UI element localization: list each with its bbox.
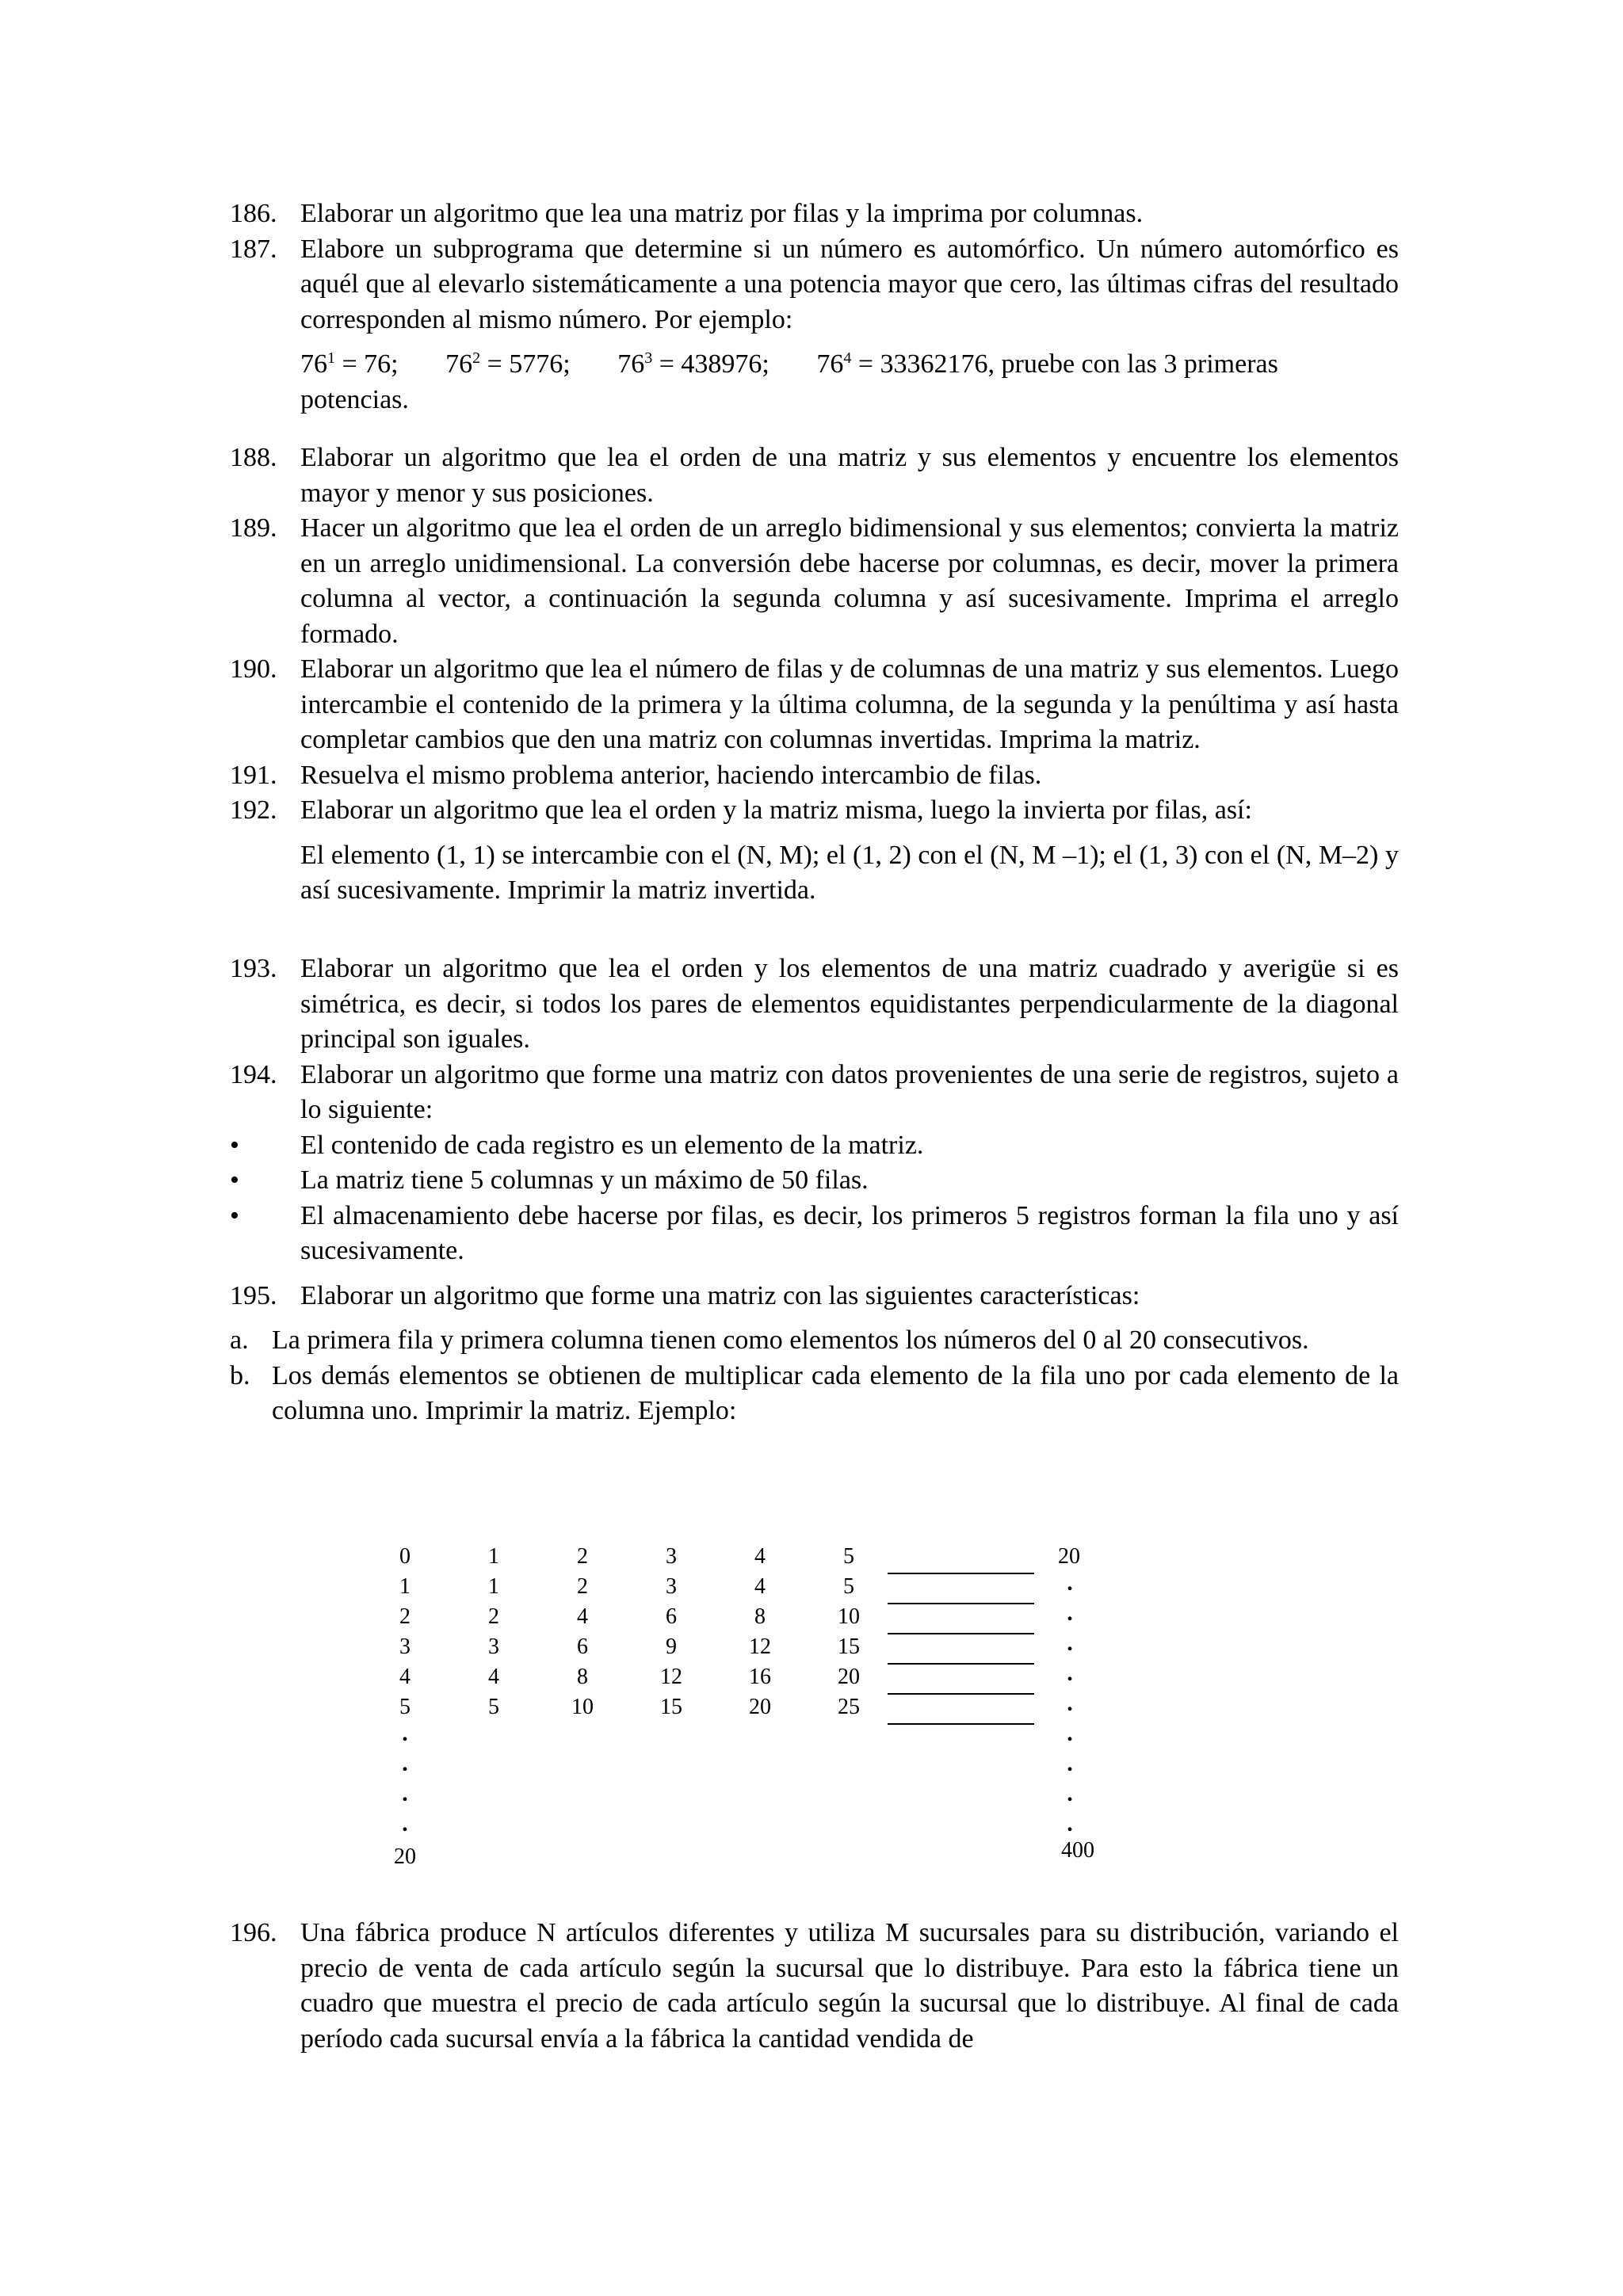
- matrix-cell: 3: [399, 1634, 411, 1659]
- matrix-blank-line: [888, 1603, 1034, 1604]
- power-2: $76^2 = 5776$;: [445, 349, 571, 379]
- bullet-text: El contenido de cada registro es un elemento de la matriz.: [300, 1130, 924, 1160]
- exercise-193: [230, 952, 1399, 1058]
- matrix-dot: .: [1067, 1780, 1073, 1806]
- bullet-mark: •: [230, 1200, 239, 1230]
- matrix-cell: 3: [666, 1544, 677, 1569]
- matrix-cell: 10: [838, 1604, 860, 1629]
- matrix-cell: 3: [666, 1574, 677, 1599]
- matrix-blank-line: [888, 1693, 1034, 1695]
- exercise-number: 192.: [230, 795, 277, 825]
- matrix-last-col-top: 20: [1058, 1544, 1080, 1569]
- exercise-block-top: [230, 196, 1399, 427]
- inversion-detail: El elemento (1, 1) se intercambie con el (N, M); el (1, 2) con el (N, M –1); el (1, 3) con el (N, M–2) y así sucesivamente. Imprimir la matriz invertida.: [300, 840, 1399, 905]
- matrix-cell: 2: [488, 1604, 499, 1629]
- matrix-dot: .: [1067, 1690, 1073, 1716]
- exercise-block-low: [230, 952, 1399, 1429]
- exercise-text: Hacer un algoritmo que lea el orden de un arreglo bidimensional y sus elementos; convierta la matriz en un arreglo unidimensional. La conversión debe hacerse por columnas, es decir, mover la primera columna al vector, a continuación la segunda columna y así sucesivamente. Imprima el arreglo formado.: [300, 513, 1399, 649]
- matrix-cell: 20: [838, 1665, 860, 1689]
- matrix-cell: 2: [577, 1544, 588, 1569]
- matrix-cell: 2: [577, 1574, 588, 1599]
- bullet-text: El almacenamiento debe hacerse por filas, es decir, los primeros 5 registros forman la fila uno y así sucesivamente.: [300, 1200, 1399, 1265]
- matrix-corner-value: 400: [1061, 1838, 1094, 1863]
- matrix-blank-line: [888, 1723, 1034, 1725]
- point-a: [230, 1323, 1399, 1359]
- exercise-block-mid: [230, 441, 1399, 918]
- exercise-number: 189.: [230, 513, 277, 543]
- exercise-number: 187.: [230, 234, 277, 264]
- exercise-192: [230, 793, 1399, 829]
- bullet-text: La matriz tiene 5 columnas y un máximo de 50 filas.: [300, 1165, 869, 1195]
- matrix-dot: .: [1067, 1600, 1073, 1626]
- exercise-number: 191.: [230, 760, 277, 790]
- exercise-196: [230, 1916, 1399, 2057]
- matrix-cell: 1: [488, 1574, 499, 1599]
- matrix-blank-line: [888, 1663, 1034, 1665]
- matrix-last-row-first: 20: [394, 1844, 416, 1869]
- exercise-text: Elaborar un algoritmo que lea el orden de una matriz y sus elementos y encuentre los elementos mayor y menor y sus posiciones.: [300, 443, 1399, 508]
- matrix-cell: 12: [749, 1634, 771, 1659]
- matrix-cell: 6: [577, 1634, 588, 1659]
- matrix-cell: 4: [754, 1574, 766, 1599]
- matrix-cell: 1: [399, 1574, 411, 1599]
- example-tail: potencias.: [300, 384, 409, 414]
- power-3: $76^3 = 438976$;: [617, 349, 769, 379]
- matrix-cell: 5: [843, 1544, 854, 1569]
- point-mark: a.: [230, 1325, 249, 1355]
- exercise-text: Elaborar un algoritmo que forme una matriz con las siguientes características:: [300, 1280, 1140, 1310]
- exercise-text: Elaborar un algoritmo que lea el número de filas y de columnas de una matriz y sus elementos. Luego intercambie el contenido de la primera y la última columna, de la segunda y la penúltima y así hasta completar cambios que den una matriz con columnas invertidas. Imprima la matriz.: [300, 654, 1399, 754]
- matrix-cell: 1: [488, 1544, 499, 1569]
- exercise-195: [230, 1279, 1399, 1314]
- matrix-dot: .: [402, 1780, 408, 1806]
- exercise-number: 194.: [230, 1059, 277, 1089]
- automorphic-example: [230, 347, 1399, 418]
- matrix-cell: 8: [754, 1604, 766, 1629]
- matrix-cell: 25: [838, 1695, 860, 1719]
- exercise-number: 190.: [230, 654, 277, 684]
- exercise-text: Elaborar un algoritmo que lea el orden y los elementos de una matriz cuadrado y averigüe si es simétrica, es decir, si todos los pares de elementos equidistantes perpendicularmente de la diagonal principal son iguales.: [300, 954, 1399, 1054]
- exercise-block-bottom: [230, 1916, 1399, 2057]
- point-text: La primera fila y primera columna tienen como elementos los números del 0 al 20 consecutivos.: [272, 1325, 1309, 1355]
- matrix-cell: 8: [577, 1665, 588, 1689]
- matrix-dot: .: [1067, 1569, 1073, 1596]
- exercise-number: 195.: [230, 1280, 277, 1310]
- exercise-number: 188.: [230, 443, 277, 472]
- matrix-dot: .: [1067, 1810, 1073, 1836]
- exercise-text: Una fábrica produce N artículos diferentes y utiliza M sucursales para su distribución, variando el precio de venta de cada artículo según la sucursal que lo distribuye. Para esto la fábrica tiene un cuadro que muestra el precio de cada artículo según la sucursal que lo distribuye. Al final de cada período cada sucursal envía a la fábrica la cantidad vendida de: [300, 1918, 1399, 2054]
- matrix-cell: 16: [749, 1665, 771, 1689]
- exercise-text: Elabore un subprograma que determine si un número es automórfico. Un número automórfico es aquél que al elevarlo sistemáticamente a una potencia mayor que cero, las últimas cifras del resultado corresponden al mismo número. Por ejemplo:: [300, 234, 1399, 334]
- matrix-cell: 20: [749, 1695, 771, 1719]
- matrix-dot: .: [402, 1750, 408, 1776]
- matrix-dot: .: [1067, 1660, 1073, 1686]
- exercise-number: 193.: [230, 954, 277, 983]
- matrix-cell: 10: [571, 1695, 594, 1719]
- exercise-number: 186.: [230, 199, 277, 228]
- bullet-mark: •: [230, 1165, 239, 1195]
- matrix-cell: 4: [399, 1665, 411, 1689]
- exercise-194: [230, 1058, 1399, 1128]
- exercise-188: [230, 441, 1399, 511]
- matrix-cell: 15: [838, 1634, 860, 1659]
- matrix-blank-line: [888, 1633, 1034, 1634]
- matrix-cell: 9: [666, 1634, 677, 1659]
- matrix-dot: .: [402, 1720, 408, 1746]
- matrix-cell: 0: [399, 1544, 411, 1569]
- bullet-item: [230, 1128, 1399, 1164]
- exercise-text: Elaborar un algoritmo que lea una matriz por filas y la imprima por columnas.: [300, 199, 1144, 228]
- matrix-blank-line: [888, 1573, 1034, 1574]
- power-1: $76^1 = 76$;: [300, 349, 399, 379]
- matrix-dot: .: [1067, 1750, 1073, 1776]
- matrix-cell: 2: [399, 1604, 411, 1629]
- bullet-item: [230, 1163, 1399, 1199]
- matrix-dot: .: [1067, 1630, 1073, 1656]
- bullet-item: [230, 1199, 1399, 1269]
- exercise-text: Elaborar un algoritmo que forme una matriz con datos provenientes de una serie de registros, sujeto a lo siguiente:: [300, 1059, 1399, 1124]
- matrix-cell: 4: [577, 1604, 588, 1629]
- matrix-dot: .: [1067, 1720, 1073, 1746]
- exercise-text: Resuelva el mismo problema anterior, haciendo intercambio de filas.: [300, 760, 1042, 790]
- bullet-mark: •: [230, 1130, 239, 1160]
- power-4: $76^4 = 33362176$, pruebe con las 3 primeras: [816, 349, 1278, 379]
- matrix-cell: 5: [843, 1574, 854, 1599]
- matrix-cell: 5: [399, 1695, 411, 1719]
- matrix-cell: 15: [660, 1695, 682, 1719]
- matrix-cell: 12: [660, 1665, 682, 1689]
- point-text: Los demás elementos se obtienen de multiplicar cada elemento de la fila uno por cada elemento de la columna uno. Imprimir la matriz. Ejemplo:: [272, 1360, 1399, 1425]
- matrix-cell: 6: [666, 1604, 677, 1629]
- exercise-189: [230, 511, 1399, 652]
- matrix-dot: .: [402, 1810, 408, 1836]
- exercise-190: [230, 652, 1399, 758]
- matrix-cell: 3: [488, 1634, 499, 1659]
- exercise-191: [230, 758, 1399, 794]
- matrix-cell: 4: [488, 1665, 499, 1689]
- point-mark: b.: [230, 1360, 250, 1390]
- exercise-text: Elaborar un algoritmo que lea el orden y la matriz misma, luego la invierta por filas, así:: [300, 795, 1252, 825]
- matrix-cell: 4: [754, 1544, 766, 1569]
- exercise-187: [230, 232, 1399, 338]
- exercise-number: 196.: [230, 1918, 277, 1947]
- matrix-cell: 5: [488, 1695, 499, 1719]
- point-b: [230, 1359, 1399, 1429]
- exercise-186: [230, 196, 1399, 232]
